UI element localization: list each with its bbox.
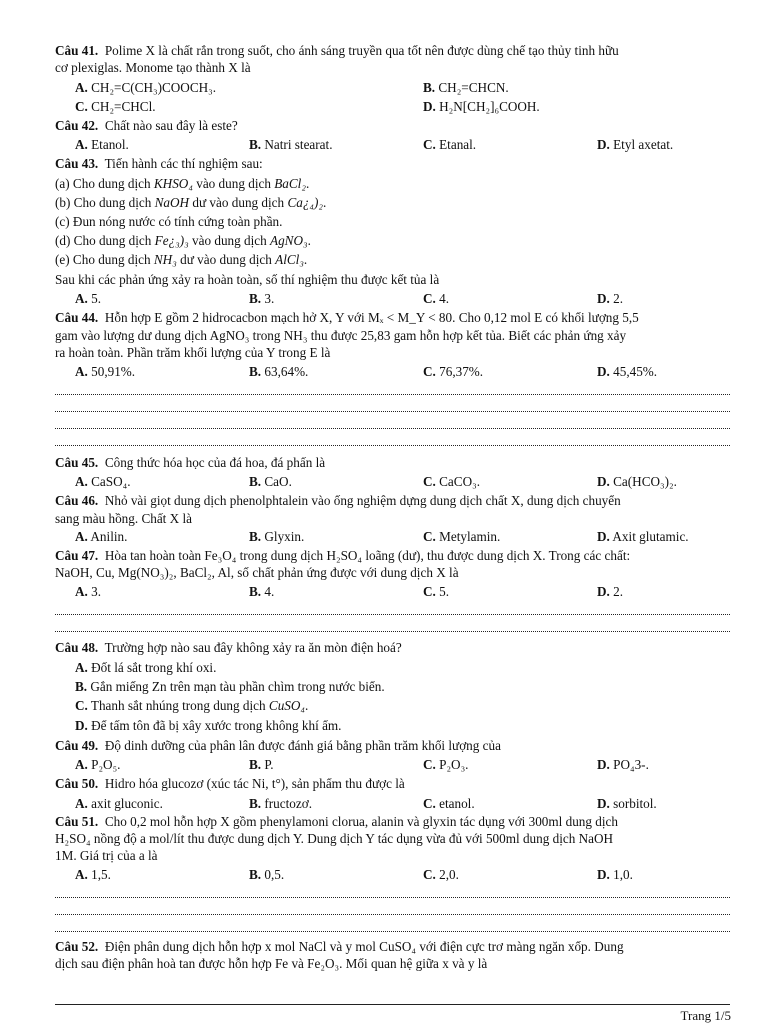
q48-option-d[interactable]: D. Để tấm tôn đã bị xây xước trong không khí ẩm. [75, 718, 342, 733]
q43-item-d: (d) Cho dung dịch Fe¿₃)₃ vào dung dịch AgNO₃. [55, 233, 311, 248]
q47-option-d[interactable]: D. 2. [597, 584, 624, 599]
answer-dotted-line [55, 445, 730, 446]
q44-option-d[interactable]: D. 45,45%. [597, 364, 658, 379]
q46-option-d[interactable]: D. Axit glutamic. [597, 529, 689, 544]
answer-dotted-line [55, 394, 730, 395]
q45-option-c[interactable]: C. CaCO₃. [423, 474, 480, 489]
q47-stem-line2: NaOH, Cu, Mg(NO₃)₂, BaCl₂, Al, số chất phản ứng được với dung dịch X là [55, 565, 459, 580]
q41-stem-line2: cơ plexiglas. Monome tạo thành X là [55, 60, 251, 75]
q43-item-a: (a) Cho dung dịch KHSO₄ vào dung dịch BaCl₂. [55, 176, 310, 191]
q52-stem-line2: dịch sau điện phân hoà tan được hỗn hợp Fe và Fe₂O₃. Mối quan hệ giữa x và y là [55, 956, 488, 971]
q48-option-c[interactable]: C. Thanh sắt nhúng trong dung dịch CuSO₄. [75, 698, 309, 713]
q42-option-c[interactable]: C. Etanal. [423, 137, 477, 152]
answer-dotted-line [55, 631, 730, 632]
q51-option-d[interactable]: D. 1,0. [597, 867, 633, 882]
q45-option-d[interactable]: D. Ca(HCO₃)₂. [597, 474, 677, 489]
answer-dotted-line [55, 428, 730, 429]
q47-option-c[interactable]: C. 5. [423, 584, 450, 599]
q41-option-d[interactable]: D. H₂N[CH₂]₆COOH. [423, 99, 540, 114]
answer-dotted-line [55, 931, 730, 932]
q46-option-a[interactable]: A. Anilin. [75, 529, 128, 544]
q44-option-a[interactable]: A. 50,91%. [75, 364, 136, 379]
q51-stem-line3: 1M. Giá trị của a là [55, 848, 158, 863]
q43-stem: Câu 43. Tiến hành các thí nghiệm sau: [55, 156, 263, 171]
q51-stem-line2: H₂SO₄ nồng độ a mol/lít thu được dung dịch Y. Dung dịch Y tác dụng vừa đủ với 500ml dung dịch NaOH [55, 831, 614, 846]
q51-option-c[interactable]: C. 2,0. [423, 867, 459, 882]
footer-rule [55, 1004, 730, 1005]
q50-stem: Câu 50. Hidro hóa glucozơ (xúc tác Ni, t°), sản phẩm thu được là [55, 776, 405, 791]
q51-stem-line1: Câu 51. Cho 0,2 mol hỗn hợp X gồm phenylamoni clorua, alanin và glyxin tác dụng với 300ml dung dịch [55, 814, 619, 829]
q48-option-a[interactable]: A. Đốt lá sắt trong khí oxi. [75, 660, 217, 675]
q46-option-b[interactable]: B. Glyxin. [249, 529, 305, 544]
answer-dotted-line [55, 897, 730, 898]
q47-option-b[interactable]: B. 4. [249, 584, 275, 599]
answer-dotted-line [55, 914, 730, 915]
answer-dotted-line [55, 411, 730, 412]
q42-option-d[interactable]: D. Etyl axetat. [597, 137, 674, 152]
q49-option-d[interactable]: D. PO₄3-. [597, 757, 649, 772]
q42-option-b[interactable]: B. Natri stearat. [249, 137, 333, 152]
q43-option-b[interactable]: B. 3. [249, 291, 275, 306]
q42-option-a[interactable]: A. Etanol. [75, 137, 129, 152]
answer-dotted-line [55, 614, 730, 615]
q48-option-b[interactable]: B. Gắn miếng Zn trên mạn tàu phần chìm trong nước biển. [75, 679, 385, 694]
q41-option-c[interactable]: C. CH₂=CHCl. [75, 99, 156, 114]
q44-stem-line3: ra hoàn toàn. Phần trăm khối lượng của Y trong E là [55, 345, 331, 360]
q45-stem: Câu 45. Công thức hóa học của đá hoa, đá phấn là [55, 455, 326, 470]
q50-option-c[interactable]: C. etanol. [423, 796, 475, 811]
q49-stem: Câu 49. Độ dinh dưỡng của phân lân được đánh giá bằng phần trăm khối lượng của [55, 738, 501, 753]
q50-option-a[interactable]: A. axit gluconic. [75, 796, 163, 811]
q42-stem: Câu 42. Chất nào sau đây là este? [55, 118, 238, 133]
q49-option-a[interactable]: A. P₂O₅. [75, 757, 121, 772]
q46-stem-line2: sang màu hồng. Chất X là [55, 511, 192, 526]
q51-option-b[interactable]: B. 0,5. [249, 867, 285, 882]
q49-option-c[interactable]: C. P₂O₃. [423, 757, 469, 772]
q47-stem-line1: Câu 47. Hòa tan hoàn toàn Fe₃O₄ trong dung dịch H₂SO₄ loãng (dư), thu được dung dịch X. Trong các chất: [55, 548, 631, 563]
q44-stem-line1: Câu 44. Hỗn hợp E gồm 2 hidrocacbon mạch hở X, Y với Mₓ < M_Y < 80. Cho 0,12 mol E có khối lượng 5,5 [55, 310, 639, 325]
q41-text1: Polime X là chất rắn trong suốt, cho ánh sáng truyền qua tốt nên được dùng chế tạo thủy tinh hữu [104, 43, 619, 58]
q41-label: Câu 41. [55, 43, 99, 58]
q43-option-d[interactable]: D. 2. [597, 291, 624, 306]
q41-option-a[interactable]: A. CH₂=C(CH₃)COOCH₃. [75, 80, 217, 95]
q45-option-a[interactable]: A. CaSO₄. [75, 474, 131, 489]
q41-stem-line1 [55, 44, 730, 57]
q43-option-c[interactable]: C. 4. [423, 291, 450, 306]
q44-option-b[interactable]: B. 63,64%. [249, 364, 309, 379]
q52-stem-line1: Câu 52. Điện phân dung dịch hỗn hợp x mol NaCl và y mol CuSO₄ với điện cực trơ màng ngăn xốp. Dung [55, 939, 624, 954]
page-number: Trang 1/5 [680, 1008, 731, 1023]
q43-item-c: (c) Đun nóng nước có tính cứng toàn phần. [55, 214, 283, 229]
q46-stem-line1: Câu 46. Nhỏ vài giọt dung dịch phenolphtalein vào ống nghiệm dựng dung dịch chất X, dung dịch chuyển [55, 493, 621, 508]
q41-option-b[interactable]: B. CH₂=CHCN. [423, 80, 509, 95]
q43-stem-end: Sau khi các phản ứng xảy ra hoàn toàn, số thí nghiệm thu được kết tủa là [55, 272, 440, 287]
q43-option-a[interactable]: A. 5. [75, 291, 102, 306]
q43-item-e: (e) Cho dung dịch NH₃ dư vào dung dịch AlCl₃. [55, 252, 308, 267]
q43-item-b: (b) Cho dung dịch NaOH dư vào dung dịch Ca¿₄)₂. [55, 195, 327, 210]
q47-option-a[interactable]: A. 3. [75, 584, 102, 599]
q50-option-d[interactable]: D. sorbitol. [597, 796, 657, 811]
q48-stem: Câu 48. Trường hợp nào sau đây không xảy ra ăn mòn điện hoá? [55, 640, 402, 655]
q44-option-c[interactable]: C. 76,37%. [423, 364, 484, 379]
q51-option-a[interactable]: A. 1,5. [75, 867, 111, 882]
q45-option-b[interactable]: B. CaO. [249, 474, 292, 489]
q44-stem-line2: gam vào lượng dư dung dịch AgNO₃ trong NH₃ thu được 25,83 gam hỗn hợp kết tủa. Biết các phản ứng xảy [55, 328, 627, 343]
q49-option-b[interactable]: B. P. [249, 757, 274, 772]
q46-option-c[interactable]: C. Metylamin. [423, 529, 501, 544]
q50-option-b[interactable]: B. fructozơ. [249, 796, 313, 811]
